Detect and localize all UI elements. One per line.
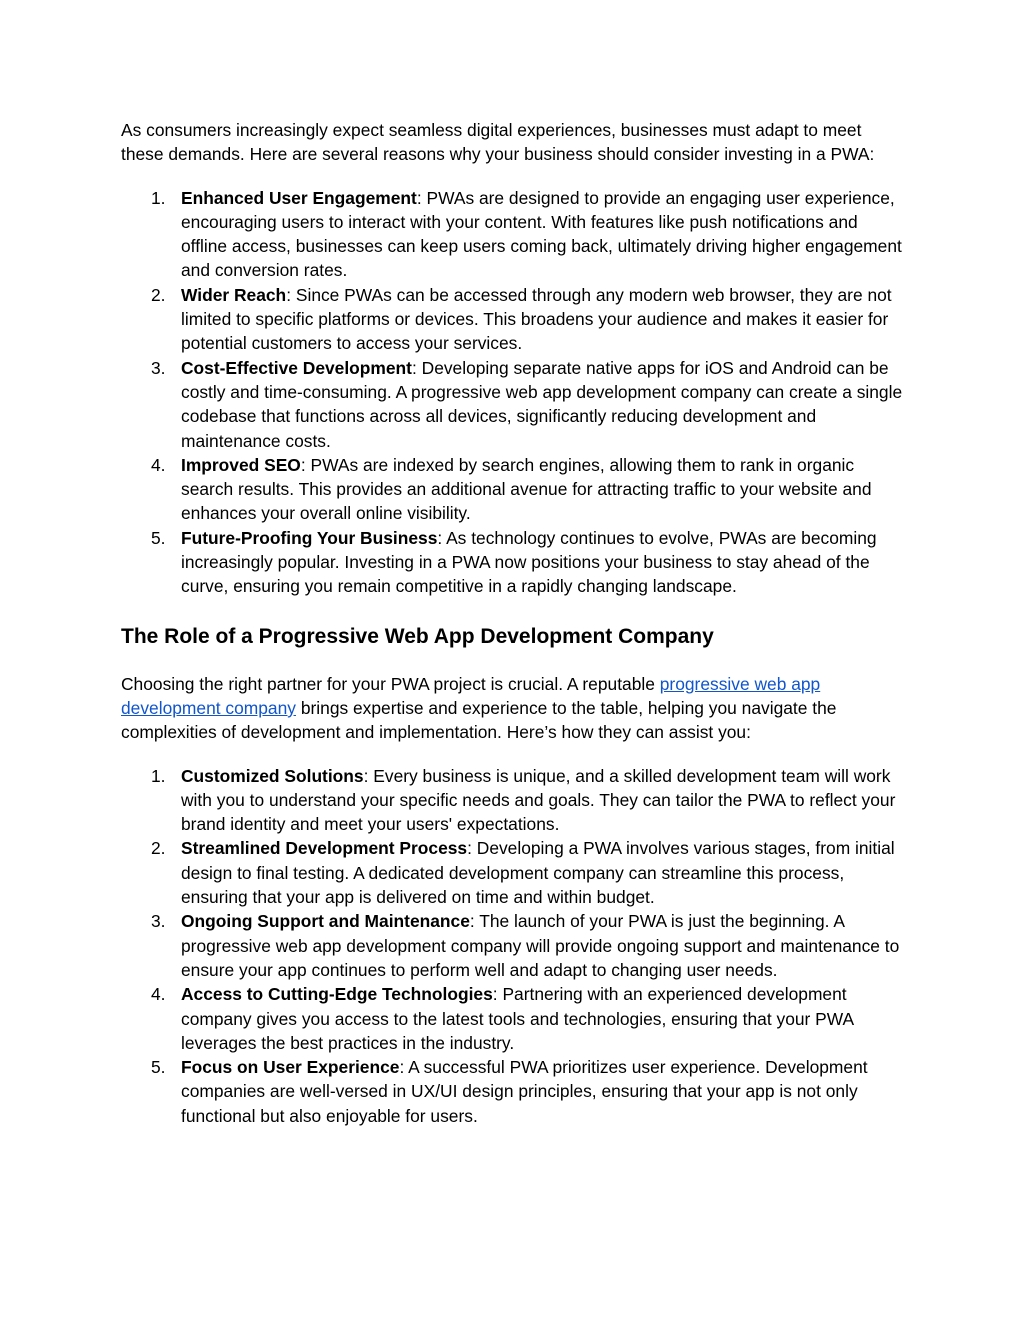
list-item-title: Cost-Effective Development [181,357,412,378]
list-item-title: Streamlined Development Process [181,838,468,859]
list-item-text: : PWAs are indexed by search engines, allowing them to rank in organic search results. This provides an additional avenue for attracting traffic to your website and enhances your overall online visibility. [181,454,872,524]
list-number: 1. [151,765,166,786]
list-item-text: : Every business is unique, and a skilled development team will work with you to understand your specific needs and goals. They can tailor the PWA to reflect your brand identity and meet your users' expectations. [181,765,896,835]
pwa-company-link[interactable]: progressive web app development company [121,673,821,718]
list-number: 4. [151,984,166,1005]
reasons-list [121,186,905,599]
partner-paragraph [121,672,905,745]
list-item [121,836,905,909]
list-item-text: : Partnering with an experienced development company gives you access to the latest tools and technologies, ensuring that your PWA leverages the best practices in the industry. [181,984,854,1053]
list-item-title: Enhanced User Engagement [181,187,417,208]
list-item [121,1055,905,1128]
list-number: 2. [151,284,166,305]
list-item-title: Wider Reach [181,284,287,305]
list-item-text: : The launch of your PWA is just the beginning. A progressive web app development company will provide ongoing support and maintenance to ensure your app continues to perform well and adapt to changing user needs. [181,911,900,980]
list-item-text: : PWAs are designed to provide an engaging user experience, encouraging users to interact with your content. With features like push notifications and offline access, businesses can keep users coming back, ultimately driving higher engagement and conversion rates. [181,187,902,281]
list-item-text: : Since PWAs can be accessed through any modern web browser, they are not limited to specific platforms or devices. This broadens your audience and makes it easier for potential customers to access your services. [181,284,892,354]
list-item-text: : Developing separate native apps for iOS and Android can be costly and time-consuming. A progressive web app development company can create a single codebase that functions across all devices, significantly reducing development and maintenance costs. [181,357,903,451]
list-item-title: Ongoing Support and Maintenance [181,911,470,932]
list-number: 3. [151,911,166,932]
list-number: 5. [151,527,166,548]
list-item-title: Improved SEO [181,454,301,475]
document-page [121,118,905,1128]
list-item-title: Access to Cutting-Edge Technologies [181,984,493,1005]
list-number: 2. [151,838,166,859]
list-item [121,356,905,453]
list-item [121,283,905,356]
list-item-text: : Developing a PWA involves various stages, from initial design to final testing. A dedicated development company can streamline this process, ensuring that your app is delivered on time and within budget. [181,838,895,908]
list-number: 4. [151,454,166,475]
list-item-title: Customized Solutions [181,765,364,786]
list-item-title: Focus on User Experience [181,1057,400,1078]
list-number: 5. [151,1057,166,1078]
list-item [121,909,905,982]
intro-paragraph: As consumers increasingly expect seamless digital experiences, businesses must adapt to meet these demands. Here are several reasons why your business should consider investing in a PWA: [121,120,875,165]
list-item [121,982,905,1055]
list-number: 3. [151,357,166,378]
paragraph-text-before: Choosing the right partner for your PWA project is crucial. A reputable [121,673,660,694]
list-item [121,453,905,526]
list-item-title: Future-Proofing Your Business [181,527,438,548]
services-list [121,764,905,1128]
list-item-text: : As technology continues to evolve, PWAs are becoming increasingly popular. Investing in a PWA now positions your business to stay ahead of the curve, ensuring you remain competitive in a rapidly changing landscape. [181,527,877,597]
list-item [121,526,905,599]
paragraph-text-after: brings expertise and experience to the table, helping you navigate the complexities of development and implementation. Here’s how they can assist you: [121,697,837,743]
list-item-text: : A successful PWA prioritizes user experience. Development companies are well-versed in UX/UI design principles, ensuring that your app is not only functional but also enjoyable for users. [181,1057,868,1126]
list-item [121,186,905,283]
section-heading: The Role of a Progressive Web App Development Company [121,624,714,648]
list-number: 1. [151,187,166,208]
list-item [121,764,905,837]
